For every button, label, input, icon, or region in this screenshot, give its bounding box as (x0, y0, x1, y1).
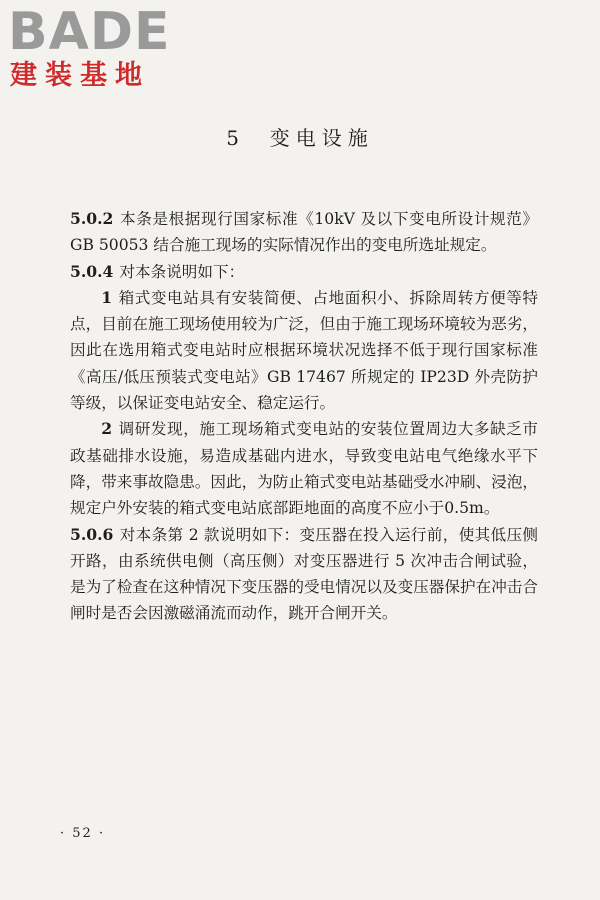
chapter-title-text: 变电设施 (269, 126, 374, 150)
logo-wordmark: BADE (8, 2, 171, 62)
clause-number: 5.0.6 (70, 524, 114, 544)
paragraph-clause-5-0-6 (70, 522, 538, 627)
body-text (70, 206, 538, 627)
item-number: 1 (101, 287, 113, 307)
logo-subtitle: 建装基地 (10, 60, 150, 91)
paragraph-text: 对本条第 2 款说明如下：变压器在投入运行前，使其低压侧开路，由系统供电侧（高压侧）对变压器进行 5 次冲击合闸试验，是为了检查在这种情况下变压器的受电情况以及变压器保护在冲击合闸时是否会因激磁涌流而动作，跳开合闸开关。 (70, 525, 538, 623)
logo (8, 4, 178, 94)
item-number: 2 (101, 419, 113, 439)
paragraph-text: 对本条说明如下： (119, 262, 245, 281)
paragraph-text: 本条是根据现行国家标准《10kV 及以下变电所设计规范》GB 50053 结合施工现场的实际情况作出的变电所选址规定。 (70, 210, 538, 255)
paragraph-clause-5-0-2 (70, 206, 538, 259)
clause-number: 5.0.4 (70, 261, 114, 281)
page-number: · 52 · (60, 826, 106, 841)
paragraph-item-2 (70, 416, 538, 521)
paragraph-text: 箱式变电站具有安装简便、占地面积小、拆除周转方便等特点，目前在施工现场使用较为广泛，但由于施工现场环境较为恶劣，因此在选用箱式变电站时应根据环境状况选择不低于现行国家标准《高压/低压预装式变电站》GB 17467 所规定的 IP23D 外壳防护等级，以保证变电站安全、稳定运行。 (70, 288, 538, 413)
paragraph-clause-5-0-4 (70, 259, 538, 285)
paragraph-item-1 (70, 285, 538, 416)
chapter-title (0, 124, 600, 152)
clause-number: 5.0.2 (70, 209, 114, 228)
chapter-number: 5 (226, 126, 245, 150)
paragraph-text: 调研发现，施工现场箱式变电站的安装位置周边大多缺乏市政基础排水设施，易造成基础内进水，导致变电站电气绝缘水平下降，带来事故隐患。因此，为防止箱式变电站基础受水冲刷、浸泡，规定户外安装的箱式变电站底部距地面的高度不应小于0.5m。 (70, 420, 538, 518)
